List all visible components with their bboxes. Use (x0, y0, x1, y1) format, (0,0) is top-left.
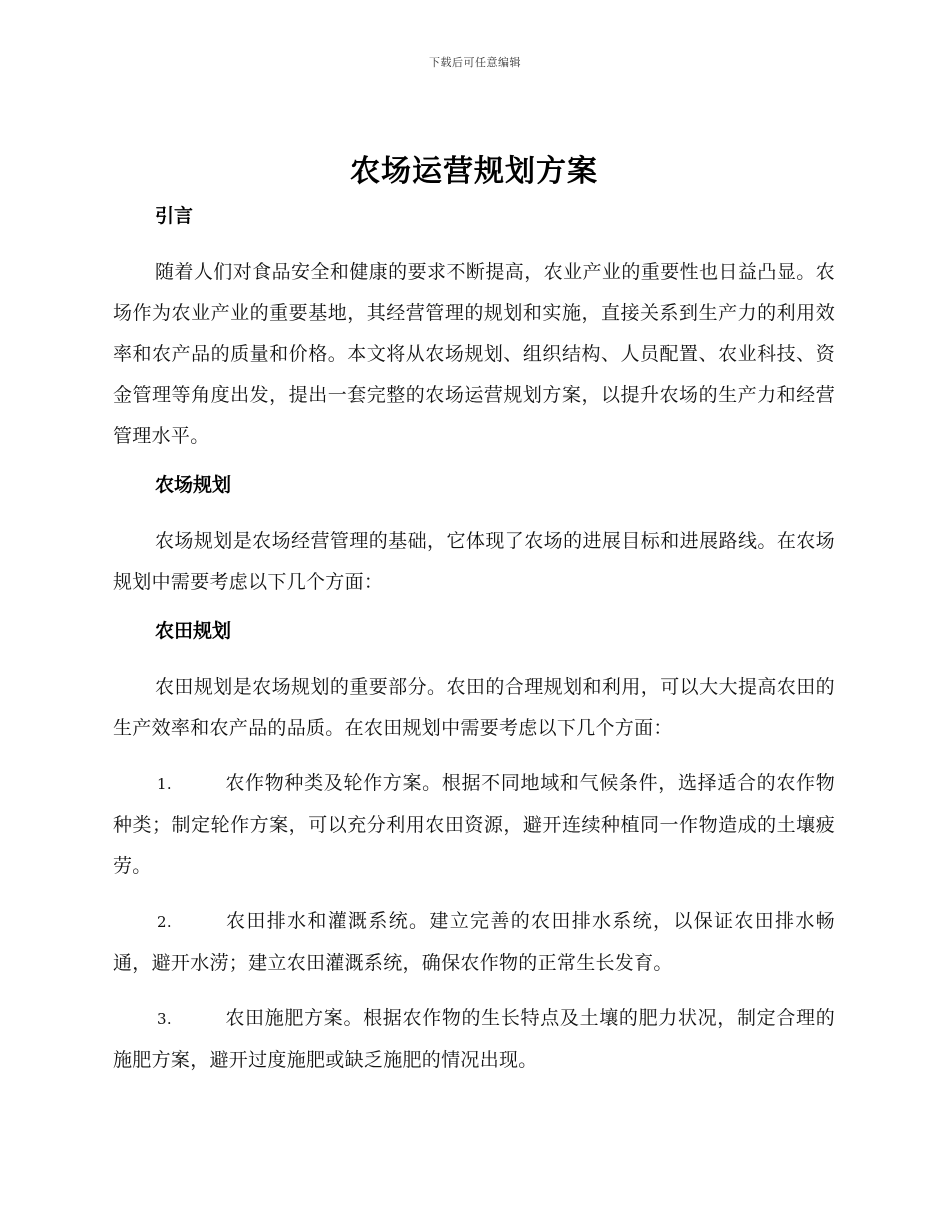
section-heading-intro: 引言 (155, 205, 194, 227)
paragraph-field-plan: 农田规划是农场规划的重要部分。农田的合理规划和利用，可以大大提高农田的生产效率和农产品的品质。在农田规划中需要考虑以下几个方面： (113, 676, 835, 739)
list-item-text: 农作物种类及轮作方案。根据不同地域和气候条件，选择适合的农作物种类；制定轮作方案，可以充分利用农田资源，避开连续种植同一作物造成的土壤疲劳。 (113, 772, 835, 877)
paragraph-farm-plan: 农场规划是农场经营管理的基础，它体现了农场的进展目标和进展路线。在农场规划中需要考虑以下几个方面： (113, 530, 835, 593)
list-item-text: 农田施肥方案。根据农作物的生长特点及土壤的肥力状况，制定合理的施肥方案，避开过度施肥或缺乏施肥的情况出现。 (113, 1007, 835, 1071)
list-number: 2. (157, 913, 172, 931)
list-item-3 (113, 998, 835, 1081)
list-number: 1. (157, 775, 172, 793)
section-heading-farm-plan: 农场规划 (155, 474, 232, 496)
header-note: 下载后可任意编辑 (429, 56, 521, 69)
list-item-text: 农田排水和灌溉系统。建立完善的农田排水系统，以保证农田排水畅通，避开水涝；建立农田灌溉系统，确保农作物的正常生长发育。 (113, 910, 835, 974)
document-title: 农场运营规划方案 (350, 154, 598, 189)
list-item-1 (113, 763, 835, 887)
list-number: 3. (157, 1010, 172, 1028)
list-item-2 (113, 901, 835, 984)
section-heading-field-plan: 农田规划 (155, 620, 232, 642)
paragraph-intro: 随着人们对食品安全和健康的要求不断提高，农业产业的重要性也日益凸显。农场作为农业产业的重要基地，其经营管理的规划和实施，直接关系到生产力的利用效率和农产品的质量和价格。本文将从农场规划、组织结构、人员配置、农业科技、资金管理等角度出发，提出一套完整的农场运营规划方案，以提升农场的生产力和经营管理水平。 (113, 261, 835, 447)
document-body (113, 150, 835, 1095)
